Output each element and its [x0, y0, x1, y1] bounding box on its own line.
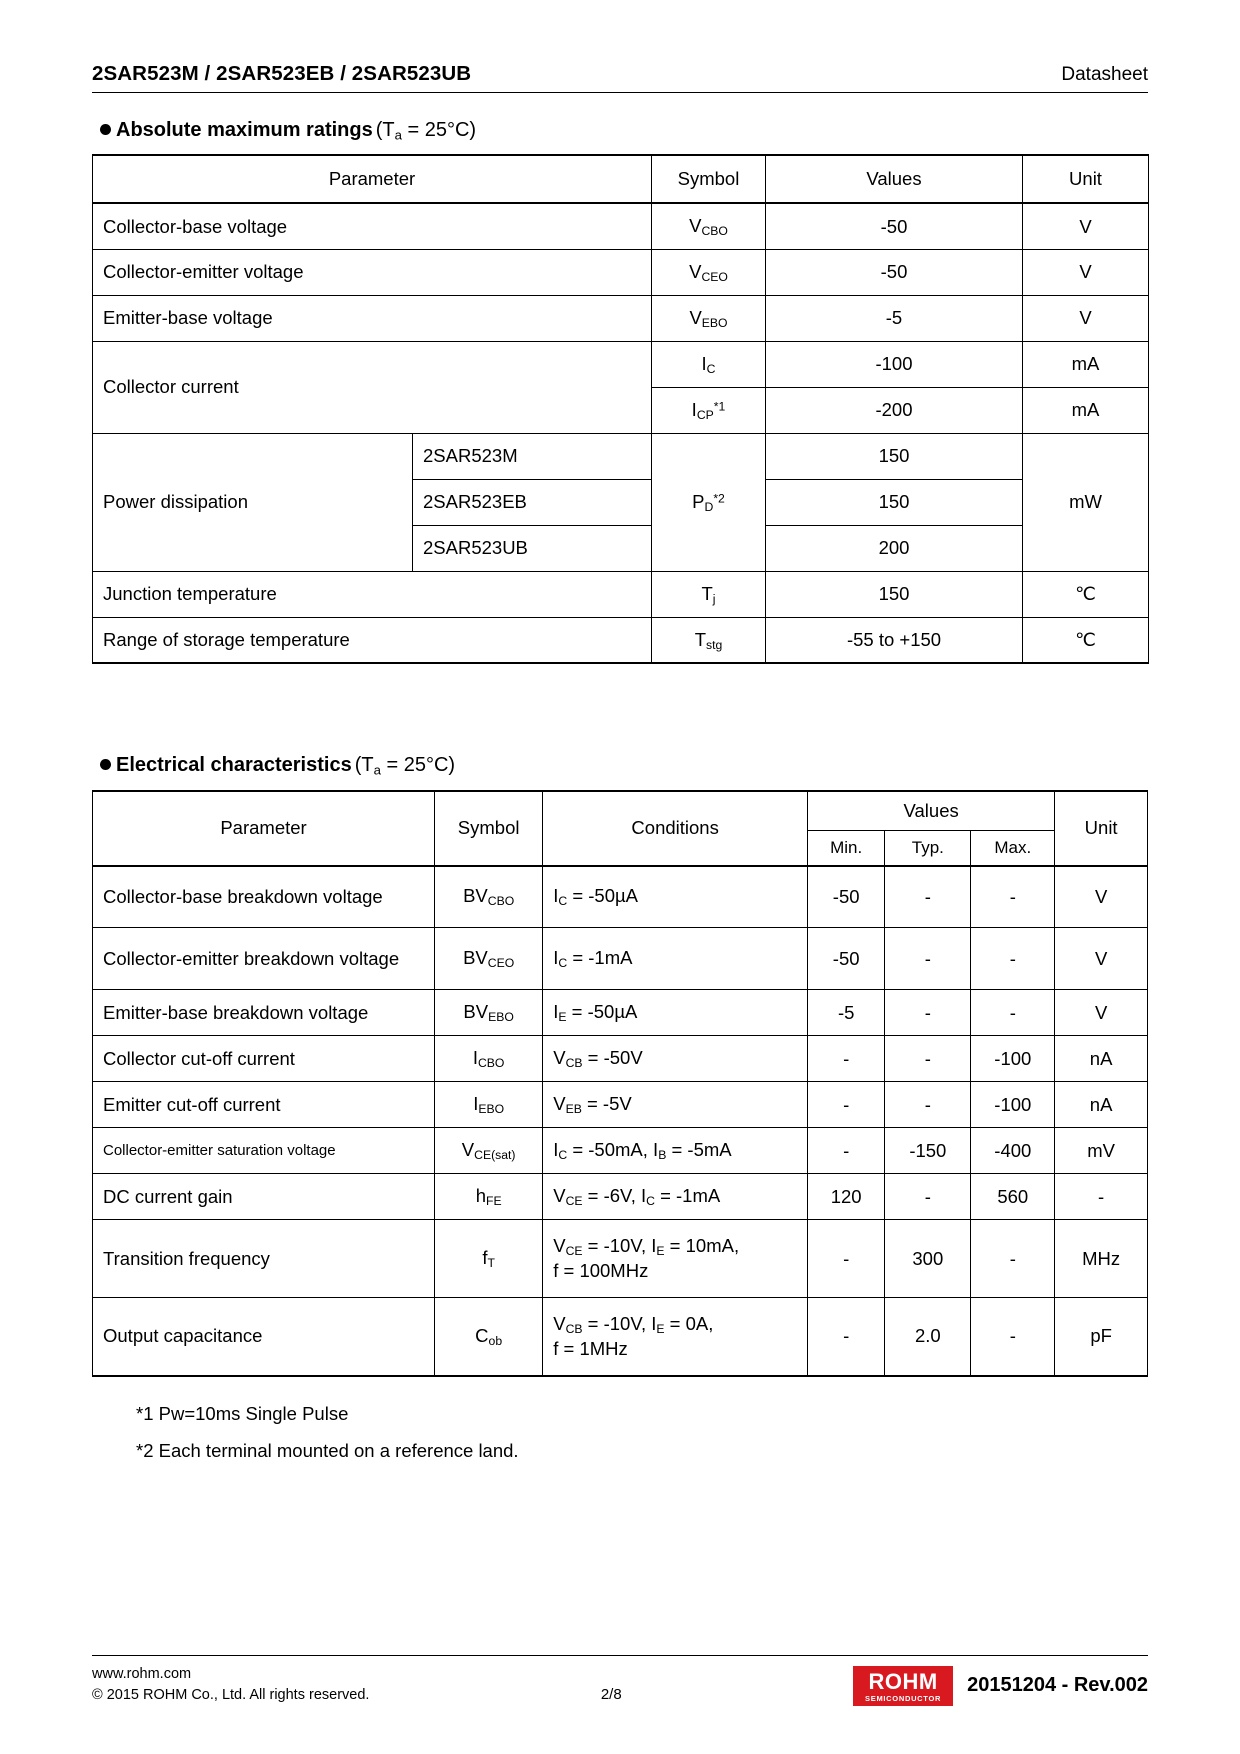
cell-value: 150: [766, 479, 1023, 525]
table-row: [93, 203, 1149, 249]
cell-min: -: [808, 1082, 885, 1128]
table-row: [93, 1298, 1148, 1376]
table-row: [93, 1128, 1148, 1174]
cell-max: 560: [971, 1174, 1055, 1220]
cell-symbol: $I_{CP}^{*1}$: [652, 387, 766, 433]
elec-heading-condition: $(T_a = 25^\circ C)$: [354, 754, 456, 778]
cell-typ: -150: [885, 1128, 971, 1174]
cell-unit: ℃: [1023, 617, 1149, 663]
cell-unit: mA: [1023, 387, 1149, 433]
cell-unit: nA: [1055, 1036, 1148, 1082]
cell-parameter: Collector cut-off current: [93, 1036, 435, 1082]
cell-symbol: $T_j$: [652, 571, 766, 617]
cell-unit: mV: [1055, 1128, 1148, 1174]
table-row: [93, 433, 1149, 479]
cell-typ: -: [885, 1174, 971, 1220]
table-row: [93, 295, 1149, 341]
elec-heading-text: Electrical characteristics: [116, 754, 352, 777]
cell-unit: V: [1023, 203, 1149, 249]
elec-heading: [100, 754, 1148, 777]
cell-conditions: $V_{EB} = -5V$: [543, 1082, 808, 1128]
cell-parameter: Junction temperature: [93, 571, 652, 617]
column-header-symbol: Symbol: [435, 791, 543, 866]
cell-unit: mA: [1023, 341, 1149, 387]
page-number: 2/8: [600, 1686, 622, 1703]
cell-typ: -: [885, 1082, 971, 1128]
cell-parameter: Collector-base voltage: [93, 203, 652, 249]
cell-value: 150: [766, 433, 1023, 479]
table-row: [93, 866, 1148, 928]
column-header-unit: Unit: [1023, 155, 1149, 203]
cell-min: 120: [808, 1174, 885, 1220]
cell-typ: -: [885, 928, 971, 990]
cell-max: -: [971, 990, 1055, 1036]
rohm-logo-mark: ROHM: [868, 1668, 938, 1694]
column-header-symbol: Symbol: [652, 155, 766, 203]
cell-typ: 2.0: [885, 1298, 971, 1376]
cell-symbol: $h_{FE}$: [435, 1174, 543, 1220]
bullet-icon: [100, 759, 111, 770]
cell-unit: V: [1023, 249, 1149, 295]
cell-parameter: Collector-base breakdown voltage: [93, 866, 435, 928]
cell-max: -: [971, 866, 1055, 928]
cell-unit: V: [1055, 990, 1148, 1036]
column-header-typ: Typ.: [885, 830, 971, 866]
cell-typ: -: [885, 990, 971, 1036]
cell-symbol: $BV_{CBO}$: [435, 866, 543, 928]
cell-typ: -: [885, 1036, 971, 1082]
cell-variant: 2SAR523UB: [413, 525, 652, 571]
cell-min: -: [808, 1128, 885, 1174]
cell-conditions: $I_E = -50\mu A$: [543, 990, 808, 1036]
cell-conditions: $V_{CB} = -50V$: [543, 1036, 808, 1082]
cell-symbol: $V_{CBO}$: [652, 203, 766, 249]
footer-left: [92, 1664, 369, 1706]
cell-symbol: $V_{CE(sat)}$: [435, 1128, 543, 1174]
cell-value: -50: [766, 249, 1023, 295]
cell-value: 150: [766, 571, 1023, 617]
cell-value: 200: [766, 525, 1023, 571]
cell-max: -100: [971, 1036, 1055, 1082]
copyright-text: © 2015 ROHM Co., Ltd. All rights reserved.: [92, 1686, 370, 1703]
column-header-max: Max.: [971, 830, 1055, 866]
cell-unit: V: [1055, 866, 1148, 928]
cell-unit: -: [1055, 1174, 1148, 1220]
cell-symbol: $BV_{CEO}$: [435, 928, 543, 990]
column-header-min: Min.: [808, 830, 885, 866]
cell-unit: V: [1023, 295, 1149, 341]
table-row: [93, 341, 1149, 387]
footer-divider: [92, 1655, 1148, 1656]
table-row: [93, 617, 1149, 663]
column-header-values: Values: [808, 791, 1055, 831]
cell-value: -55 to +150: [766, 617, 1023, 663]
cell-conditions: $I_C = -50\mu A$: [543, 866, 808, 928]
footer-right: [853, 1666, 1148, 1707]
cell-min: -: [808, 1298, 885, 1376]
cell-typ: -: [885, 866, 971, 928]
rohm-logo-subtext: SEMICONDUCTOR: [865, 1693, 942, 1703]
cell-symbol: $I_{CBO}$: [435, 1036, 543, 1082]
part-number-title: 2SAR523M / 2SAR523EB / 2SAR523UB: [92, 62, 472, 85]
abs-max-heading-condition: $(T_a = 25^\circ C)$: [375, 119, 477, 143]
cell-symbol: $I_C$: [652, 341, 766, 387]
cell-parameter: Range of storage temperature: [93, 617, 652, 663]
header-divider: [92, 92, 1148, 93]
cell-unit: V: [1055, 928, 1148, 990]
cell-conditions: $I_C = -50mA$, $I_B = -5mA$: [543, 1128, 808, 1174]
cell-parameter: Power dissipation: [93, 433, 413, 571]
website-link[interactable]: www.rohm.com: [92, 1665, 192, 1682]
footnotes: [136, 1395, 1148, 1469]
table-row: [93, 571, 1149, 617]
cell-symbol: $BV_{EBO}$: [435, 990, 543, 1036]
rohm-logo: [853, 1666, 953, 1707]
cell-min: -50: [808, 866, 885, 928]
cell-value: -100: [766, 341, 1023, 387]
cell-unit: mW: [1023, 433, 1149, 571]
cell-parameter: Emitter-base breakdown voltage: [93, 990, 435, 1036]
column-header-values: Values: [766, 155, 1023, 203]
cell-symbol: $f_T$: [435, 1220, 543, 1298]
table-row: [93, 1082, 1148, 1128]
absolute-maximum-ratings-table: [92, 154, 1149, 664]
cell-variant: 2SAR523M: [413, 433, 652, 479]
revision-text: 20151204 - Rev.002: [967, 1674, 1148, 1697]
cell-symbol: $T_{stg}$: [652, 617, 766, 663]
cell-conditions: $V_{CE} = -10V$, $I_E = 10mA$, f = 100MHz: [543, 1220, 808, 1298]
cell-symbol: $P_D^{*2}$: [652, 433, 766, 571]
cell-min: -: [808, 1220, 885, 1298]
cell-conditions: $V_{CE} = -6V$, $I_C = -1mA$: [543, 1174, 808, 1220]
cell-max: -: [971, 928, 1055, 990]
abs-max-heading: [100, 119, 1148, 142]
cell-max: -100: [971, 1082, 1055, 1128]
bullet-icon: [100, 124, 111, 135]
table-header-row: [93, 155, 1149, 203]
column-header-conditions: Conditions: [543, 791, 808, 866]
cell-conditions: $I_C = -1mA$: [543, 928, 808, 990]
cell-value: -5: [766, 295, 1023, 341]
cell-symbol: $V_{CEO}$: [652, 249, 766, 295]
cell-parameter: Emitter cut-off current: [93, 1082, 435, 1128]
footnote-1: *1 Pw=10ms Single Pulse: [136, 1402, 349, 1424]
cell-conditions: $V_{CB} = -10V$, $I_E = 0A$, f = 1MHz: [543, 1298, 808, 1376]
table-row: [93, 1220, 1148, 1298]
cell-symbol: $C_{ob}$: [435, 1298, 543, 1376]
cell-parameter: Emitter-base voltage: [93, 295, 652, 341]
table-row: [93, 1174, 1148, 1220]
cell-symbol: $I_{EBO}$: [435, 1082, 543, 1128]
cell-min: -5: [808, 990, 885, 1036]
table-header-row: [93, 791, 1148, 831]
column-header-parameter: Parameter: [93, 155, 652, 203]
electrical-characteristics-table: [92, 790, 1148, 1377]
column-header-parameter: Parameter: [93, 791, 435, 866]
cell-min: -50: [808, 928, 885, 990]
cell-unit: nA: [1055, 1082, 1148, 1128]
table-row: [93, 928, 1148, 990]
table-row: [93, 1036, 1148, 1082]
abs-max-heading-text: Absolute maximum ratings: [116, 119, 373, 141]
cell-typ: 300: [885, 1220, 971, 1298]
cell-variant: 2SAR523EB: [413, 479, 652, 525]
cell-parameter: Collector-emitter saturation voltage: [93, 1128, 435, 1174]
table-row: [93, 990, 1148, 1036]
cell-unit: pF: [1055, 1298, 1148, 1376]
cell-symbol: $V_{EBO}$: [652, 295, 766, 341]
table-row: [93, 249, 1149, 295]
page-header: [92, 62, 1148, 92]
cell-parameter: Collector current: [93, 341, 652, 433]
cell-max: -: [971, 1220, 1055, 1298]
cell-max: -: [971, 1298, 1055, 1376]
footnote-2: *2 Each terminal mounted on a reference land.: [136, 1439, 519, 1461]
cell-parameter: Transition frequency: [93, 1220, 435, 1298]
cell-value: -200: [766, 387, 1023, 433]
cell-parameter: Output capacitance: [93, 1298, 435, 1376]
cell-unit: ℃: [1023, 571, 1149, 617]
cell-max: -400: [971, 1128, 1055, 1174]
cell-min: -: [808, 1036, 885, 1082]
cell-unit: MHz: [1055, 1220, 1148, 1298]
cell-parameter: DC current gain: [93, 1174, 435, 1220]
document-kind-label: Datasheet: [1061, 64, 1148, 85]
column-header-unit: Unit: [1055, 791, 1148, 866]
cell-parameter: Collector-emitter voltage: [93, 249, 652, 295]
page-footer: [92, 1655, 1148, 1706]
cell-parameter: Collector-emitter breakdown voltage: [93, 928, 435, 990]
cell-value: -50: [766, 203, 1023, 249]
